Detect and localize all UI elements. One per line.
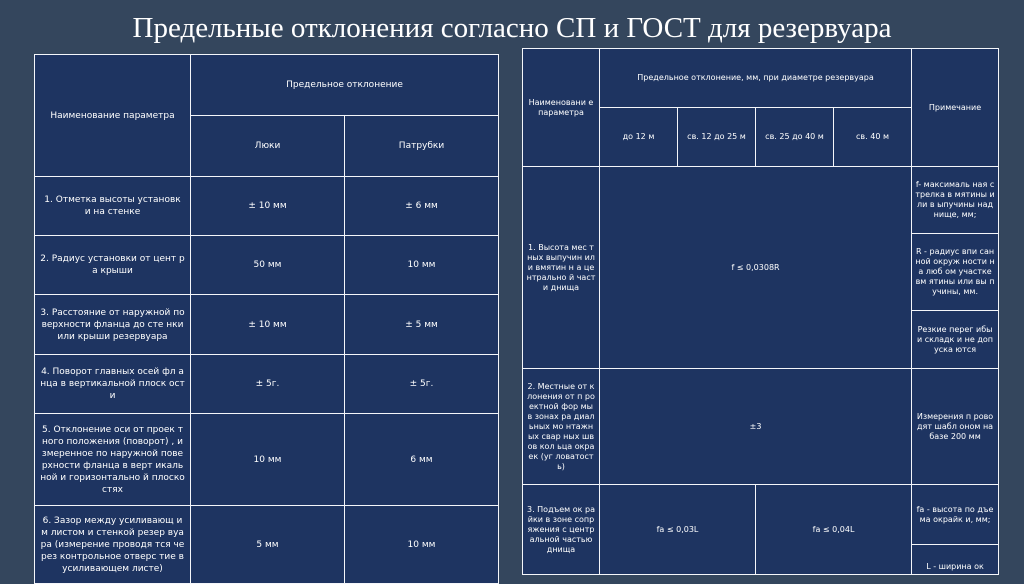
param-name: 5. Отклонение оси от проек тного положения (поворот) , измеренное по наружной поверхности фланца в верт икальной и горизонтально й плоскостях <box>35 414 191 506</box>
hatch-value: 50 мм <box>191 236 345 295</box>
table-row <box>35 295 499 355</box>
hatch-value: ± 5г. <box>191 355 345 414</box>
nozzle-value: 10 мм <box>345 506 499 584</box>
diameter-col-1: до 12 м <box>600 108 678 167</box>
col-hatches: Люки <box>191 116 345 177</box>
hatch-value: ± 10 мм <box>191 295 345 355</box>
hatch-value: ± 10 мм <box>191 177 345 236</box>
param-name: 6. Зазор между усиливающ им листом и стенкой резер вуара (измерение проводя тся через контрольное отверс тие в усиливающем листе) <box>35 506 191 584</box>
table-row <box>35 506 499 584</box>
diameter-col-4: св. 40 м <box>834 108 912 167</box>
row3-note-1: fа - высота по дъема окрайк и, мм; <box>912 485 999 545</box>
row1-param-name: 1. Высота мес тных выпучин или вмятин н а центрально й части днища <box>523 167 600 369</box>
row1-note-2: R - радиус впи санной окруж ности на люб ом участке вм ятины или вы пучины, мм. <box>912 234 999 311</box>
param-name: 1. Отметка высоты установк и на стенке <box>35 177 191 236</box>
nozzle-value: ± 5 мм <box>345 295 499 355</box>
table-row <box>35 177 499 236</box>
row2-note: Измерения п роводят шабл оном на базе 200 мм <box>912 369 999 485</box>
header-note: Примечание <box>912 49 999 167</box>
row2-param-name: 2. Местные от клонения от п роектной фор мы в зонах ра диальных мо нтажных свар ных швов кол ьца окраек (уг ловатость) <box>523 369 600 485</box>
row1-value: f ≤ 0,0308R <box>600 167 912 369</box>
hatch-value: 5 мм <box>191 506 345 584</box>
param-name: 3. Расстояние от наружной поверхности фланца до сте нки или крыши резервуара <box>35 295 191 355</box>
row1-note-3: Резкие перег ибы и складк и не допуска ются <box>912 311 999 369</box>
row3-param-name: 3. Подъем ок райки в зоне сопряжения с центральной частью днища <box>523 485 600 575</box>
param-name: 4. Поворот главных осей фл анца в вертикальной плоск ости <box>35 355 191 414</box>
header-param-name: Наименование параметра <box>35 55 191 177</box>
table-row <box>35 236 499 295</box>
right-deviation-table <box>522 48 999 575</box>
hatch-value: 10 мм <box>191 414 345 506</box>
row1-note-1: f- максималь ная стрелка в мятины или в ыпучины над нище, мм; <box>912 167 999 234</box>
nozzle-value: 10 мм <box>345 236 499 295</box>
row2-value: ±3 <box>600 369 912 485</box>
page-title: Предельные отклонения согласно СП и ГОСТ для резервуара <box>132 12 892 44</box>
left-deviation-table <box>34 54 499 584</box>
diameter-col-3: св. 25 до 40 м <box>756 108 834 167</box>
table-row <box>35 355 499 414</box>
table-row <box>35 414 499 506</box>
param-name: 2. Радиус установки от цент ра крыши <box>35 236 191 295</box>
nozzle-value: 6 мм <box>345 414 499 506</box>
header-deviation: Предельное отклонение <box>191 55 499 116</box>
row3-value-large: fа ≤ 0,04L <box>756 485 912 575</box>
nozzle-value: ± 6 мм <box>345 177 499 236</box>
nozzle-value: ± 5г. <box>345 355 499 414</box>
row3-note-2: L - ширина ок <box>912 545 999 575</box>
row3-value-small: fа ≤ 0,03L <box>600 485 756 575</box>
header-deviation: Предельное отклонение, мм, при диаметре резервуара <box>600 49 912 108</box>
col-nozzles: Патрубки <box>345 116 499 177</box>
header-param-name: Наименовани е параметра <box>523 49 600 167</box>
diameter-col-2: св. 12 до 25 м <box>678 108 756 167</box>
